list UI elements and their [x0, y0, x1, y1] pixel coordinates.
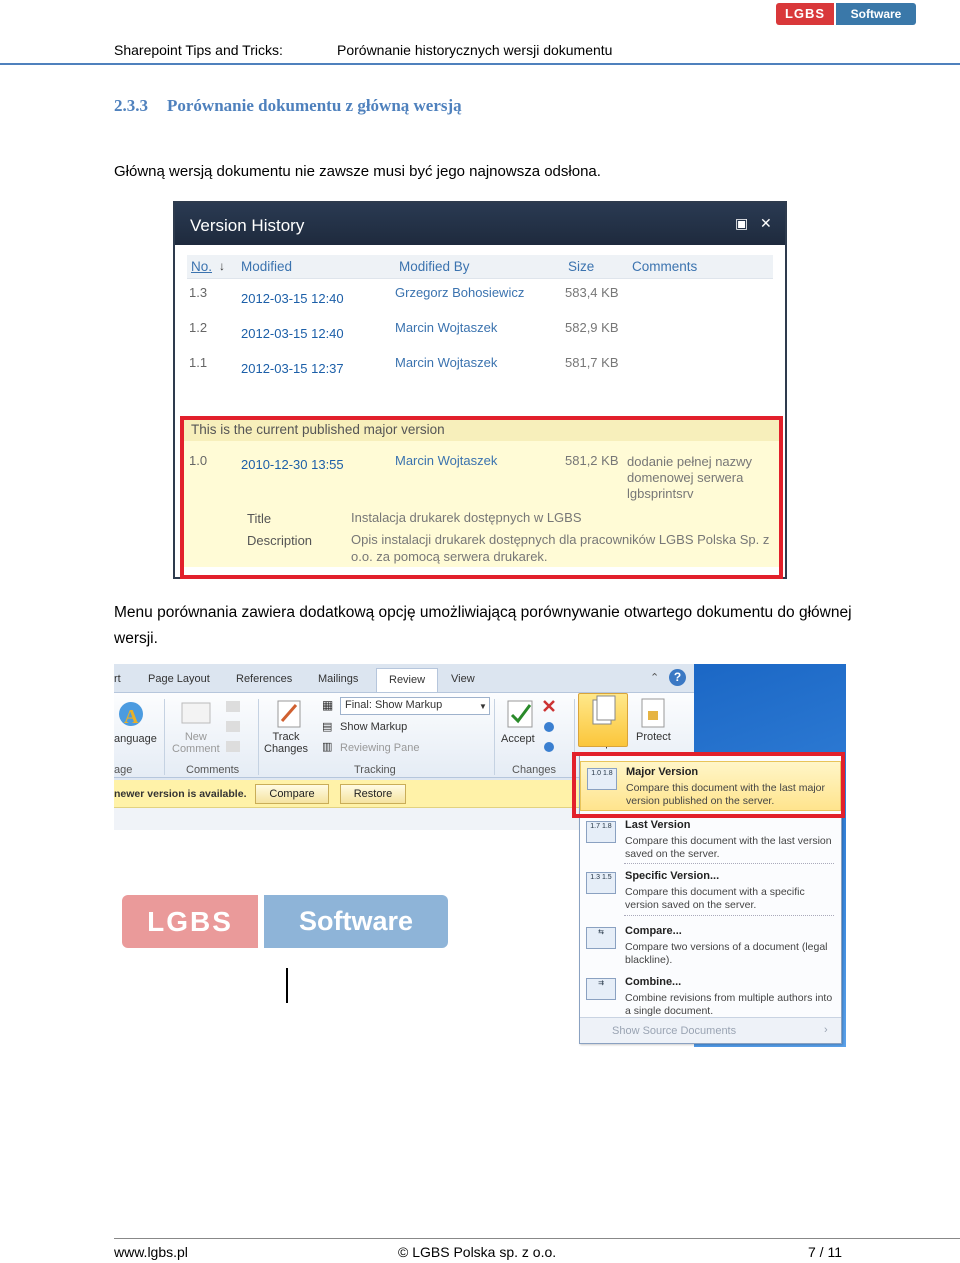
sort-arrow-icon: ↓	[219, 259, 225, 273]
version-number: 1.0	[189, 453, 208, 468]
menu-item-specific-version[interactable]	[580, 866, 841, 916]
title-label: Title	[247, 511, 272, 526]
comment-nav-icons[interactable]	[224, 699, 244, 755]
menu-item-description: Compare this document with the last major version published on the server.	[626, 782, 826, 807]
version-author-link[interactable]: Marcin Wojtaszek	[395, 355, 498, 370]
lgbs-logo	[776, 3, 916, 25]
footer-website[interactable]: www.lgbs.pl	[114, 1244, 188, 1260]
table-row	[187, 285, 773, 313]
version-size: 581,2 KB	[565, 453, 619, 468]
compare-docs-icon: ⇆	[586, 927, 616, 949]
chevron-right-icon: ›	[824, 1024, 828, 1036]
group-separator	[494, 699, 495, 775]
show-source-documents-item[interactable]	[580, 1017, 841, 1043]
document-area	[114, 808, 580, 830]
tab-mailings[interactable]: Mailings	[318, 673, 359, 685]
compare-icon	[579, 694, 627, 732]
version-history-titlebar	[175, 203, 785, 245]
language-group-label: age	[114, 764, 133, 776]
comments-group-label: Comments	[186, 764, 240, 776]
col-modified[interactable]: Modified	[241, 259, 293, 274]
version-author-link[interactable]: Grzegorz Bohosiewicz	[395, 285, 525, 300]
menu-separator	[624, 863, 834, 864]
show-markup-button[interactable]: Show Markup	[340, 721, 408, 733]
markup-icon: ▦	[322, 698, 334, 712]
running-header-subtitle: Porównanie historycznych wersji dokumentu	[337, 42, 613, 58]
ribbon-tabs	[114, 664, 694, 692]
version-number: 1.2	[189, 320, 208, 335]
footer-copyright: © LGBS Polska sp. z o.o.	[398, 1244, 557, 1260]
language-button[interactable]: anguage	[114, 733, 157, 745]
tab-references[interactable]: References	[236, 673, 293, 685]
ribbon-minimize-icon[interactable]: ⌃	[650, 672, 660, 684]
table-row	[187, 320, 773, 348]
menu-item-description: Compare this document with the last version saved on the server.	[625, 835, 832, 860]
version-size: 582,9 KB	[565, 320, 619, 335]
reviewing-pane-button[interactable]: Reviewing Pane	[340, 742, 420, 754]
version-author-link[interactable]: Marcin Wojtaszek	[395, 453, 498, 468]
tracking-group-label: Tracking	[354, 764, 396, 776]
server-message-text: newer version is available.	[114, 788, 247, 800]
changes-group-label: Changes	[512, 764, 557, 776]
menu-item-description: Combine revisions from multiple authors into a single document.	[625, 992, 833, 1017]
section-heading	[114, 96, 462, 116]
header-divider	[0, 63, 960, 65]
compare-button[interactable]	[578, 693, 628, 747]
tab-review[interactable]: Review	[376, 668, 438, 692]
tab-page-layout[interactable]: Page Layout	[148, 673, 210, 685]
footer-page-number: 7 / 11	[808, 1244, 842, 1260]
new-comment-icon[interactable]	[180, 701, 212, 729]
version-author-link[interactable]: Marcin Wojtaszek	[395, 320, 498, 335]
group-separator	[164, 699, 165, 775]
version-comment: dodanie pełnej nazwy domenowej serwera lgbsprintsrv	[627, 454, 753, 501]
description-value: Opis instalacji drukarek dostępnych dla pracowników LGBS Polska Sp. z o.o. za pomocą serwera drukarek.	[351, 532, 770, 564]
version-history-dialog	[173, 201, 787, 579]
col-no[interactable]: No.	[191, 259, 213, 274]
version-date-link[interactable]: 2012-03-15 12:37	[241, 361, 344, 376]
menu-item-title: Combine...	[625, 976, 682, 988]
major-version-icon: 1.0 1.8	[587, 768, 617, 790]
help-icon[interactable]: ?	[669, 669, 686, 686]
menu-item-combine[interactable]	[580, 972, 841, 1022]
show-markup-icon: ▤	[322, 721, 333, 733]
maximize-icon[interactable]: ▣	[735, 215, 749, 231]
running-header-title: Sharepoint Tips and Tricks:	[114, 42, 283, 58]
logo-lgbs-part: LGBS	[776, 3, 834, 25]
version-date-link[interactable]: 2012-03-15 12:40	[241, 326, 344, 341]
message-restore-button[interactable]: Restore	[340, 784, 406, 804]
language-icon[interactable]	[116, 697, 150, 731]
last-version-icon: 1.7 1.8	[586, 821, 616, 843]
col-modified-by[interactable]: Modified By	[399, 259, 470, 274]
table-row	[187, 355, 773, 383]
tab-insert[interactable]: rt	[114, 673, 121, 685]
highlight-frame	[572, 752, 845, 818]
text-cursor	[286, 968, 288, 1003]
menu-item-title: Major Version	[626, 766, 699, 778]
col-size[interactable]: Size	[568, 259, 595, 274]
version-number: 1.1	[189, 355, 208, 370]
version-size: 581,7 KB	[565, 355, 619, 370]
protect-button[interactable]: Protect	[636, 731, 671, 743]
group-separator	[258, 699, 259, 775]
logo-software-part: Software	[836, 3, 916, 25]
menu-item-compare[interactable]	[580, 921, 841, 971]
paragraph-menu: Menu porównania zawiera dodatkową opcję umożliwiającą porównywanie otwartego dokumentu do głównej wersji.	[114, 604, 852, 647]
section-title: Porównanie dokumentu z główną wersją	[167, 96, 462, 115]
col-comments[interactable]: Comments	[632, 259, 698, 274]
track-changes-icon[interactable]	[274, 697, 304, 729]
version-date-link[interactable]: 2010-12-30 13:55	[241, 457, 344, 472]
specific-version-icon: 1.3 1.5	[586, 872, 616, 894]
reject-nav-icons[interactable]	[540, 697, 560, 757]
tab-view[interactable]: View	[451, 673, 475, 685]
published-version-label: This is the current published major version	[181, 419, 781, 441]
description-label: Description	[247, 533, 313, 548]
message-compare-button[interactable]: Compare	[255, 784, 329, 804]
footer-divider	[114, 1238, 960, 1239]
accept-icon[interactable]	[504, 697, 536, 731]
highlight-frame	[180, 416, 783, 579]
logo-lgbs-part: LGBS	[122, 895, 258, 948]
logo-software-part: Software	[264, 895, 448, 948]
dialog-title: Version History	[190, 216, 305, 235]
protect-icon[interactable]	[638, 697, 668, 729]
title-value: Instalacja drukarek dostępnych w LGBS	[351, 510, 582, 525]
version-date-link[interactable]: 2012-03-15 12:40	[241, 291, 344, 306]
paragraph-intro: Główną wersją dokumentu nie zawsze musi być jego najnowsza odsłona.	[114, 163, 601, 180]
new-comment-button[interactable]: New Comment	[172, 731, 220, 755]
svg-text:A: A	[124, 706, 139, 728]
menu-item-description: Compare two versions of a document (legal blackline).	[625, 941, 828, 966]
menu-item-title: Last Version	[625, 819, 691, 831]
reviewing-pane-icon: ▥	[322, 741, 333, 753]
track-changes-button[interactable]: Track Changes	[264, 731, 309, 755]
chevron-down-icon[interactable]: ▼	[479, 702, 487, 711]
menu-separator	[624, 915, 834, 916]
lgbs-logo-large	[122, 895, 448, 948]
show-source-documents-label: Show Source Documents	[612, 1025, 737, 1037]
version-table-header	[187, 255, 773, 279]
combine-docs-icon: ⇉	[586, 978, 616, 1000]
close-icon[interactable]: ✕	[760, 215, 772, 231]
menu-item-description: Compare this document with a specific version saved on the server.	[625, 886, 805, 911]
menu-item-title: Specific Version...	[625, 870, 720, 882]
version-size: 583,4 KB	[565, 285, 619, 300]
section-number: 2.3.3	[114, 96, 148, 115]
accept-button[interactable]: Accept	[501, 733, 535, 745]
menu-item-title: Compare...	[625, 925, 682, 937]
menu-item-last-version[interactable]	[580, 815, 841, 865]
markup-display-select[interactable]: Final: Show Markup	[340, 697, 490, 715]
version-number: 1.3	[189, 285, 208, 300]
